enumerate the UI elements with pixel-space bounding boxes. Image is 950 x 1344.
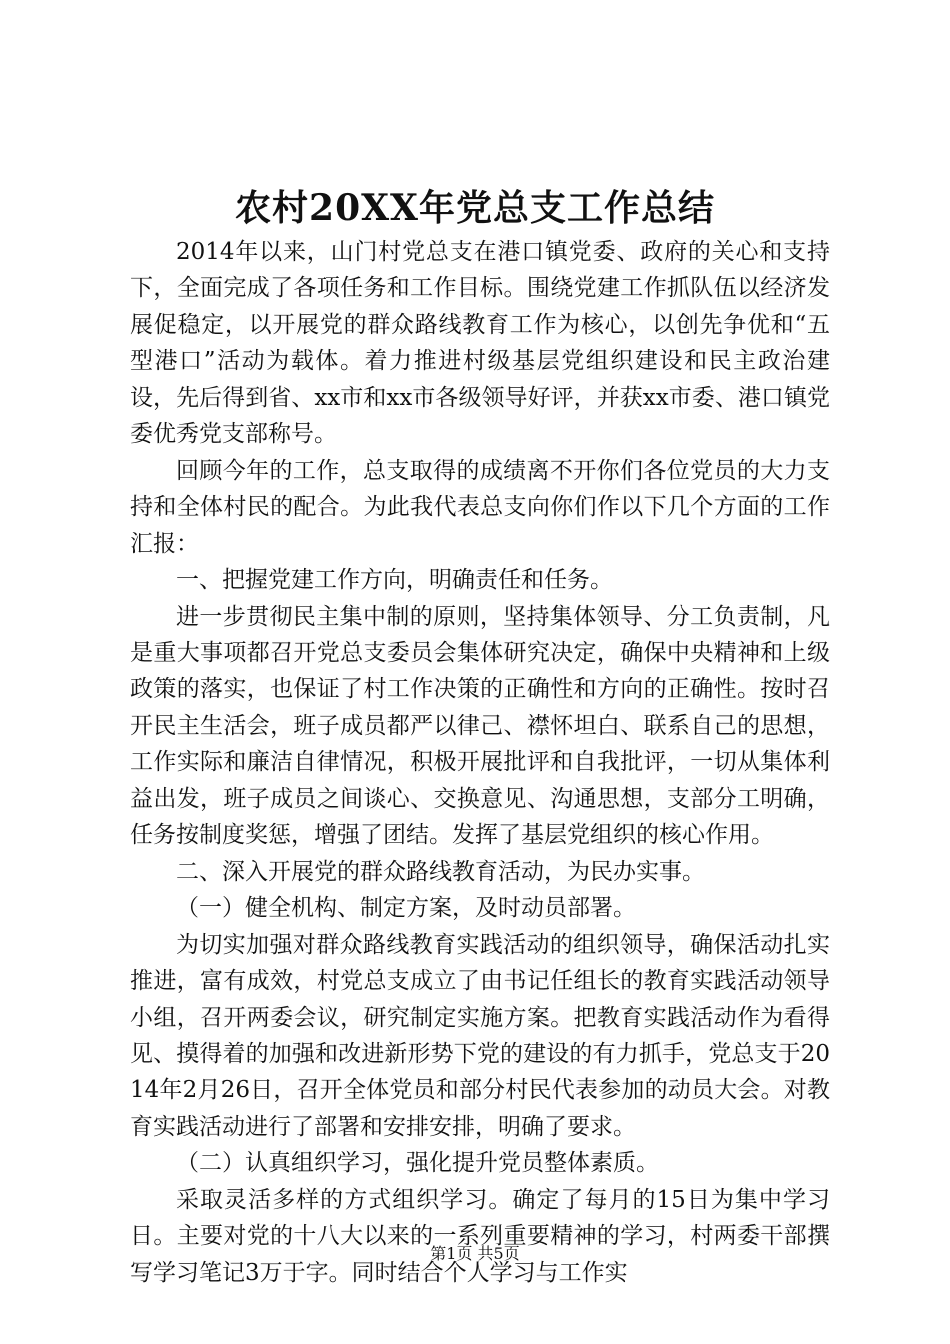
subsection-heading-1: （一）健全机构、制定方案，及时动员部署。 bbox=[176, 895, 636, 922]
subsection-heading-2: （二）认真组织学习，强化提升党员整体素质。 bbox=[176, 1150, 659, 1177]
paragraph-intro: 2014年以来，山门村党总支在港口镇党委、政府的关心和支持下，全面完成了各项任务和工作目标。围绕党建工作抓队伍以经济发展促稳定，以开展党的群众路线教育工作为核心，以创先争优和“五型港口”活动为载体。着力推进村级基层党组织建设和民主政治建设，先后得到省、xx市和xx市各级领导好评，并获xx市委、港口镇党委优秀党支部称号。 bbox=[130, 239, 830, 448]
paragraph-review: 回顾今年的工作，总支取得的成绩离不开你们各位党员的大力支持和全体村民的配合。为此我代表总支向你们作以下几个方面的工作汇报： bbox=[130, 457, 830, 557]
document-body bbox=[130, 234, 830, 1291]
paragraph-subsection-2: 采取灵活多样的方式组织学习。确定了每月的15日为集中学习日。主要对党的十八大以来的一系列重要精神的学习，村两委干部撰写学习笔记3万于字。同时结合个人学习与工作实 bbox=[130, 1186, 830, 1286]
section-heading-1: 一、把握党建工作方向，明确责任和任务。 bbox=[176, 567, 613, 594]
section-heading-2: 二、深入开展党的群众路线教育活动，为民办实事。 bbox=[176, 858, 705, 885]
paragraph-section-1: 进一步贯彻民主集中制的原则，坚持集体领导、分工负责制，凡是重大事项都召开党总支委员会集体研究决定，确保中央精神和上级政策的落实，也保证了村工作决策的正确性和方向的正确性。按时召开民主生活会，班子成员都严以律己、襟怀坦白、联系自己的思想，工作实际和廉洁自律情况，积极开展批评和自我批评，一切从集体利益出发，班子成员之间谈心、交换意见、沟通思想，支部分工明确，任务按制度奖惩，增强了团结。发挥了基层党组织的核心作用。 bbox=[130, 603, 830, 849]
page-footer: 第1页 共5页 bbox=[430, 1244, 520, 1263]
paragraph-subsection-1: 为切实加强对群众路线教育实践活动的组织领导，确保活动扎实推进，富有成效，村党总支成立了由书记任组长的教育实践活动领导小组，召开两委会议，研究制定实施方案。把教育实践活动作为看得见、摸得着的加强和改进新形势下党的建设的有力抓手，党总支于2014年2月26日，召开全体党员和部分村民代表参加的动员大会。对教育实践活动进行了部署和安排安排，明确了要求。 bbox=[130, 931, 830, 1140]
document-title: 农村20XX年党总支工作总结 bbox=[235, 187, 715, 229]
